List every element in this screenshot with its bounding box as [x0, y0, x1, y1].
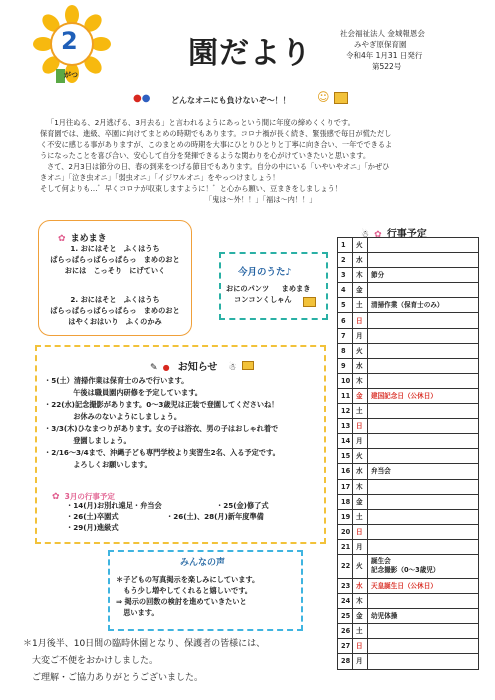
monthly-song-line-1 [226, 283, 310, 294]
schedule-day: 3 [338, 268, 353, 283]
schedule-weekday: 水 [353, 358, 368, 373]
schedule-weekday: 金 [353, 494, 368, 509]
schedule-weekday: 金 [353, 283, 368, 298]
announcement-item: よろしくお願いします。 [66, 460, 152, 469]
schedule-weekday: 木 [353, 268, 368, 283]
schedule-event [368, 253, 479, 268]
march-event: ・26(土)卒園式 [66, 512, 119, 521]
march-events-title: 3月の行事予定 [64, 492, 115, 501]
red-oni-icon: ● [162, 363, 170, 372]
notice-line: 大変ご不便をおかけしました。 [23, 656, 159, 666]
announcement-item: ・2/16～3/4まで、沖縄子ども専門学校より実習生2名、入る予定です。 [44, 448, 280, 457]
march-event: ・26(土)、28(月)新年度準備 [166, 512, 264, 521]
snowman-icon: ☃ [228, 363, 237, 373]
schedule-event [368, 449, 479, 464]
schedule-row [338, 419, 479, 434]
schedule-weekday: 日 [353, 419, 368, 434]
schedule-day: 8 [338, 343, 353, 358]
schedule-row [338, 554, 479, 578]
schedule-row [338, 283, 479, 298]
schedule-event: 幼児体操 [368, 609, 479, 624]
schedule-row [338, 388, 479, 403]
schedule-weekday: 木 [353, 373, 368, 388]
schedule-day: 7 [338, 328, 353, 343]
march-row [66, 500, 269, 511]
schedule-row [338, 494, 479, 509]
bean-box-icon [303, 297, 316, 307]
announcements-title-row [150, 355, 254, 374]
schedule-event [368, 594, 479, 609]
schedule-table [337, 237, 479, 670]
schedule-row [338, 404, 479, 419]
issue-date: 令和4年 1月31 日発行 [346, 51, 423, 60]
schedule-row [338, 238, 479, 253]
tagline: どんなオニにも負けないぞ～！！ [171, 96, 291, 105]
schedule-day: 24 [338, 594, 353, 609]
schedule-row [338, 609, 479, 624]
schedule-event: 誕生会 記念撮影（0～3歳児） [368, 554, 479, 578]
schedule-weekday: 水 [353, 253, 368, 268]
schedule-event [368, 509, 479, 524]
schedule-event [368, 328, 479, 343]
intro-line: 「1月往ぬる、2月逃げる、3月去る」と言われるようにあっという間に年度の締めくくりです。 [47, 118, 355, 127]
intro-line: 保育園では、進級、卒園に向けてまとめの時期でもあります。コロナ禍が長く続き、緊張感で毎日が慌ただし [40, 129, 392, 138]
schedule-weekday: 木 [353, 594, 368, 609]
verse-line: はやくおはいり ふくのかみ [68, 317, 162, 326]
red-oni-icon: ● [133, 93, 142, 104]
schedule-event: 節分 [368, 268, 479, 283]
schedule-row [338, 343, 479, 358]
intro-line: く不安に感じる事がありますが、このまとめの時期を大事にひとりひとりと丁寧に向き合い、一年でできるよ [40, 140, 393, 149]
schedule-event [368, 358, 479, 373]
schedule-weekday: 土 [353, 404, 368, 419]
verse-line: おには こっそり にげていく [64, 266, 166, 275]
schedule-day: 23 [338, 578, 353, 593]
schedule-row [338, 509, 479, 524]
schedule-event [368, 419, 479, 434]
schedule-row [338, 624, 479, 639]
schedule-weekday: 水 [353, 578, 368, 593]
schedule-event: 建国記念日（公休日） [368, 388, 479, 403]
verse-line: ぱらっぱらっぱらっぱらっ まめのおと [50, 306, 180, 315]
schedule-event [368, 524, 479, 539]
org-name: 社会福祉法人 金城報恩会 [340, 29, 425, 38]
announcement-item: 午後は職員園内研修を予定しています。 [66, 388, 202, 397]
verse-line: 1. おにはそと ふくはうち [70, 244, 160, 253]
schedule-row [338, 539, 479, 554]
schedule-row [338, 373, 479, 388]
schedule-weekday: 火 [353, 449, 368, 464]
schedule-day: 1 [338, 238, 353, 253]
schedule-row [338, 654, 479, 669]
schedule-day: 22 [338, 554, 353, 578]
schedule-day: 17 [338, 479, 353, 494]
schedule-day: 2 [338, 253, 353, 268]
schedule-day: 18 [338, 494, 353, 509]
voice-line: 思います。 [116, 608, 159, 617]
intro-line: うになったことを喜び合い、安心して自分を発揮できるような関わりを心がけていきたいと思います。 [40, 151, 371, 160]
schedule-weekday: 金 [353, 609, 368, 624]
parents-voice-title: みんなの声 [180, 558, 226, 568]
schedule-row [338, 594, 479, 609]
schedule-row [338, 328, 479, 343]
march-event: ・29(月)進級式 [66, 523, 119, 532]
march-event: ・14(月)お別れ遠足・弁当会 [66, 501, 162, 510]
intro-line: さて、2月3日は節分の日、春の到来をつげる節目でもあります。自分の中にいる「いやいやオニ」「かぜひ [47, 162, 390, 171]
schedule-day: 4 [338, 283, 353, 298]
announcement-item: ・3/3(木)ひなまつりがあります。女の子は浴衣、男の子はおしゃれ着で [44, 424, 279, 433]
schedule-day: 15 [338, 449, 353, 464]
mask-icon: ☺ [317, 90, 330, 104]
bean-icon: ✿ [58, 234, 66, 244]
schedule-event [368, 373, 479, 388]
schedule-row [338, 298, 479, 313]
schedule-event [368, 494, 479, 509]
schedule-day: 28 [338, 654, 353, 669]
schedule-event [368, 343, 479, 358]
notice-line: ご理解・ご協力ありがとうございました。 [23, 673, 204, 683]
schedule-day: 6 [338, 313, 353, 328]
voice-line: ＊子どもの写真掲示を楽しみにしています。 [116, 575, 260, 584]
schedule-weekday: 日 [353, 313, 368, 328]
notice-line: ＊1月後半、10日間の臨時休園となり、保護者の皆様には、 [23, 639, 266, 649]
verse-line: 2. おにはそと ふくはうち [70, 295, 160, 304]
march-row [66, 511, 269, 522]
schedule-row [338, 253, 479, 268]
schedule-weekday: 水 [353, 464, 368, 479]
mamemaki-verse-1 [45, 243, 185, 276]
schedule-row [338, 578, 479, 593]
schedule-event [368, 654, 479, 669]
announcements-title: お知らせ [177, 362, 218, 373]
pencil-icon: ✎ [150, 363, 158, 373]
schedule-event [368, 539, 479, 554]
schedule-row [338, 464, 479, 479]
issue-number: 第522号 [372, 62, 402, 71]
bean-box-icon [242, 361, 254, 370]
schedule-row [338, 434, 479, 449]
flower-icon: ✿ [374, 230, 382, 240]
month-suffix: がつ [64, 71, 78, 79]
song-name: まめまき [281, 284, 311, 293]
schedule-day: 19 [338, 509, 353, 524]
announcement-item: ・22(水)記念撮影があります。0～3歳児は正装で登園してくださいね！ [44, 400, 279, 409]
schedule-day: 13 [338, 419, 353, 434]
schedule-day: 20 [338, 524, 353, 539]
schedule-day: 26 [338, 624, 353, 639]
schedule-event [368, 639, 479, 654]
parents-voice-text [116, 574, 259, 618]
tagline-oni-icons [133, 93, 150, 104]
schedule-weekday: 木 [353, 479, 368, 494]
schedule-event [368, 624, 479, 639]
schedule-weekday: 土 [353, 298, 368, 313]
schedule-weekday: 土 [353, 509, 368, 524]
school-name: みやぎ原保育園 [354, 40, 407, 49]
schedule-weekday: 日 [353, 639, 368, 654]
verse-line: ぱらっぱらっぱらっぱらっ まめのおと [50, 255, 180, 264]
schedule-row [338, 639, 479, 654]
schedule-event [368, 434, 479, 449]
schedule-weekday: 金 [353, 388, 368, 403]
announcements-list [44, 375, 280, 471]
monthly-song-line-2: コンコンくしゃん [234, 295, 292, 304]
mamemaki-verse-2 [45, 294, 185, 327]
schedule-event [368, 283, 479, 298]
schedule-row [338, 268, 479, 283]
schedule-body [338, 238, 479, 670]
announcement-item: お休みのないようにしましょう。 [66, 412, 182, 421]
schedule-day: 10 [338, 373, 353, 388]
voice-line: ⇒ 掲示の回数の検討を進めていきたいと [116, 597, 247, 606]
bean-box-icon [334, 92, 348, 104]
schedule-day: 12 [338, 404, 353, 419]
schedule-weekday: 月 [353, 654, 368, 669]
announcement-item: 登園しましょう。 [66, 436, 131, 445]
march-event: ・25(金)修了式 [216, 501, 269, 510]
announcement-item: ・5(土）清掃作業は保育士のみで行います。 [44, 376, 189, 385]
intro-line: そして何よりも…゛早くコロナが収束しますように！゛と心から願い、豆まきをしましょう！ [40, 184, 342, 193]
schedule-event: 弁当会 [368, 464, 479, 479]
schedule-day: 9 [338, 358, 353, 373]
schedule-day: 25 [338, 609, 353, 624]
snowman-icon: ☃ [361, 230, 370, 240]
schedule-day: 21 [338, 539, 353, 554]
schedule-day: 11 [338, 388, 353, 403]
schedule-event [368, 479, 479, 494]
closure-notice [23, 636, 265, 687]
schedule-event [368, 404, 479, 419]
schedule-weekday: 土 [353, 624, 368, 639]
schedule-weekday: 火 [353, 238, 368, 253]
schedule-event [368, 313, 479, 328]
schedule-weekday: 火 [353, 554, 368, 578]
schedule-day: 16 [338, 464, 353, 479]
monthly-song-title: 今月のうた♪ [238, 267, 292, 278]
voice-line: もう少し増やしてくれると嬉しいです。 [116, 586, 252, 595]
schedule-row [338, 479, 479, 494]
schedule-weekday: 日 [353, 524, 368, 539]
schedule-weekday: 月 [353, 328, 368, 343]
schedule-title: 行事予定 [386, 229, 427, 240]
schedule-event [368, 238, 479, 253]
schedule-day: 5 [338, 298, 353, 313]
intro-paragraph [40, 117, 392, 205]
page-title: 園だより [188, 36, 312, 71]
schedule-row [338, 358, 479, 373]
publisher-info [340, 28, 425, 72]
intro-line: 「鬼は～外！！」「福は～内！！」 [205, 195, 317, 204]
mamemaki-title: まめまき [70, 234, 107, 244]
schedule-day: 27 [338, 639, 353, 654]
schedule-row [338, 524, 479, 539]
march-row [66, 522, 269, 533]
march-events-list [66, 500, 269, 533]
schedule-event: 天皇誕生日（公休日） [368, 578, 479, 593]
blue-oni-icon: ● [141, 93, 151, 104]
month-number: 2 [61, 27, 78, 55]
intro-line: きオニ」「泣き虫オニ」「弱虫オニ」「イジワルオニ」をやっつけましょう！ [40, 173, 280, 182]
schedule-event: 清掃作業（保育士のみ） [368, 298, 479, 313]
schedule-row [338, 313, 479, 328]
schedule-weekday: 月 [353, 434, 368, 449]
schedule-row [338, 449, 479, 464]
schedule-day: 14 [338, 434, 353, 449]
song-name: おにのパンツ [226, 284, 270, 293]
schedule-weekday: 月 [353, 539, 368, 554]
schedule-weekday: 火 [353, 343, 368, 358]
flower-icon: ✿ [52, 492, 60, 502]
